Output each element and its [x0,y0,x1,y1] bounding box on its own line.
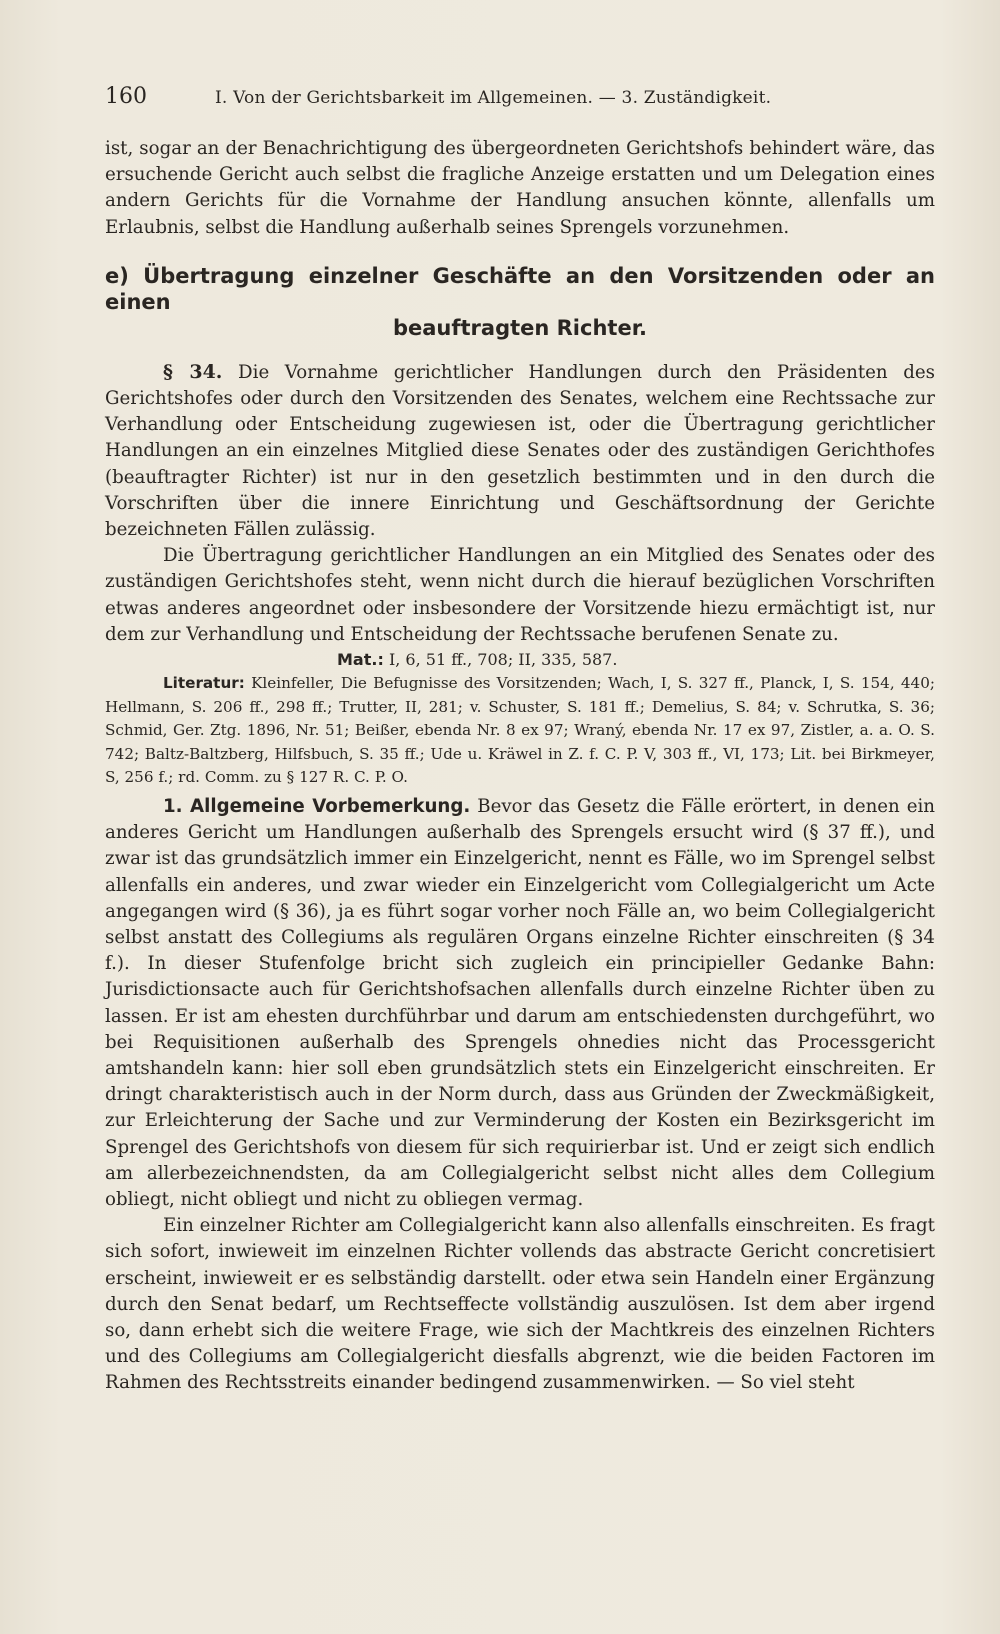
statute-paragraph-2: Die Übertragung gerichtlicher Handlungen an ein Mitglied des Senates oder des zuständigen Gerichtshofes steht, wenn nicht durch die hierauf bezüglichen Vorschriften etwas anderes angeordnet oder insbesondere der Vorsitzende hiezu ermächtigt ist, nur dem zur Verhandlung und Entscheidung der Rechtssache berufenen Senate zu. [105,545,935,645]
commentary-text-1: Bevor das Gesetz die Fälle erörtert, in denen ein anderes Gericht um Handlungen außerhalb des Sprengels ersucht wird (§ 37 ff.), und zwar ist das grundsätzlich immer ein Einzelgericht, nennt es Fälle, wo im Sprengel selbst allenfalls ein anderes, und zwar wieder ein Einzelgericht vom Collegialgericht um Acte angegangen wird (§ 36), ja es führt sogar vorher noch Fälle an, wo beim Collegialgericht selbst anstatt des Collegiums als regulären Organs einzelne Richter einschreiten (§ 34 f.). In dieser Stufenfolge bricht sich zugleich ein principieller Gedanke Bahn: Jurisdictionsacte auch für Gerichtshofsachen allenfalls durch einzelne Richter üben zu lassen. Er ist am ehesten durchführbar und darum am entschiedensten durchgeführt, wo bei Requisitionen außerhalb des Sprengels ohnedies nicht das Processgericht amtshandeln kann: hier soll eben grundsätzlich stets ein Einzelgericht einschreiten. Er dringt charakteristisch auch in der Norm durch, dass aus Gründen der Zweckmäßigkeit, zur Erleichterung der Sache und zur Verminderung der Kosten ein Bezirksgericht im Sprengel des Gerichtshofs von diesem für sich requirierbar ist. Und er zeigt sich endlich am allerbezeichnendsten, da am Collegialgericht selbst nicht alles dem Collegium obliegt, nicht obliegt und nicht zu obliegen vermag. [105,796,935,1211]
literature-label: Literatur: [163,674,245,693]
commentary-paragraph-1 [105,794,935,1213]
materials-line [105,648,935,672]
running-head: I. Von der Gerichtsbarkeit im Allgemeinen. — 3. Zuständigkeit. [215,88,772,108]
page-header [105,84,935,109]
page-number: 160 [105,84,147,109]
section-heading [105,263,935,341]
statute-text-1: Die Vornahme gerichtlicher Handlungen durch den Präsidenten des Gerichtshofes oder durch den Vorsitzenden des Senates, welchem eine Rechtssache zur Verhandlung oder Entscheidung zugewiesen ist, oder die Übertragung gerichtlicher Handlungen an ein einzelnes Mitglied diese Senates oder des zuständigen Gerichthofes (beauftragter Richter) ist nur in den gesetzlich bestimmten und in den durch die Vorschriften über die innere Einrichtung und Geschäftsordnung der Gerichte bezeichneten Fällen zulässig. [105,361,935,541]
statute-paragraph-1 [105,359,935,543]
materials-text: I, 6, 51 ff., 708; II, 335, 587. [388,650,618,670]
section-heading-line-1: e) Übertragung einzelner Geschäfte an den Vorsitzenden oder an einen [105,263,935,314]
commentary-paragraph-2: Ein einzelner Richter am Collegialgericht kann also allenfalls einschreiten. Es fragt sich sofort, inwieweit im einzelnen Richter vollends das abstracte Gericht concretisiert erscheint, inwieweit er es selbständig darstellt. oder etwa sein Handeln einer Ergänzung durch den Senat bedarf, um Rechtseffecte vollständig auszulösen. Ist dem aber irgend so, dann erhebt sich die weitere Frage, wie sich der Machtkreis des einzelnen Richters und des Collegiums am Collegialgericht diesfalls abgrenzt, wie die beiden Factoren im Rahmen des Rechtsstreits einander bedingend zusammenwirken. — So viel steht [105,1215,935,1394]
materials-label: Mat.: [337,650,384,670]
section-number: § 34. [163,360,223,383]
literature-text: Kleinfeller, Die Befugnisse des Vorsitzenden; Wach, I, S. 327 ff., Planck, I, S. 154, 440; Hellmann, S. 206 ff., 298 ff.; Trutter, II, 281; v. Schuster, S. 181 ff.; Demelius, S. 84; v. Schrutka, S. 36; Schmid, Ger. Ztg. 1896, Nr. 51; Beißer, ebenda Nr. 8 ex 97; Wraný, ebenda Nr. 17 ex 97, Zistler, a. a. O. S. 742; Baltz-Baltzberg, Hilfsbuch, S. 35 ff.; Ude u. Kräwel in Z. f. C. P. V, 303 ff., VI, 173; Lit. bei Birkmeyer, S, 256 f.; rd. Comm. zu § 127 R. C. P. O. [105,674,935,787]
literature-block [105,672,935,790]
commentary-heading: 1. Allgemeine Vorbemerkung. [163,796,471,818]
section-heading-line-2: beauftragten Richter. [392,315,648,340]
page-body [105,136,935,1397]
intro-paragraph: ist, sogar an der Benachrichtigung des übergeordneten Gerichtshofs behindert wäre, das ersuchende Gericht auch selbst die fragliche Anzeige erstatten und um Delegation eines andern Gerichts für die Vornahme der Handlung ansuchen könnte, allenfalls um Erlaubnis, selbst die Handlung außerhalb seines Sprengels vorzunehmen. [105,138,935,238]
